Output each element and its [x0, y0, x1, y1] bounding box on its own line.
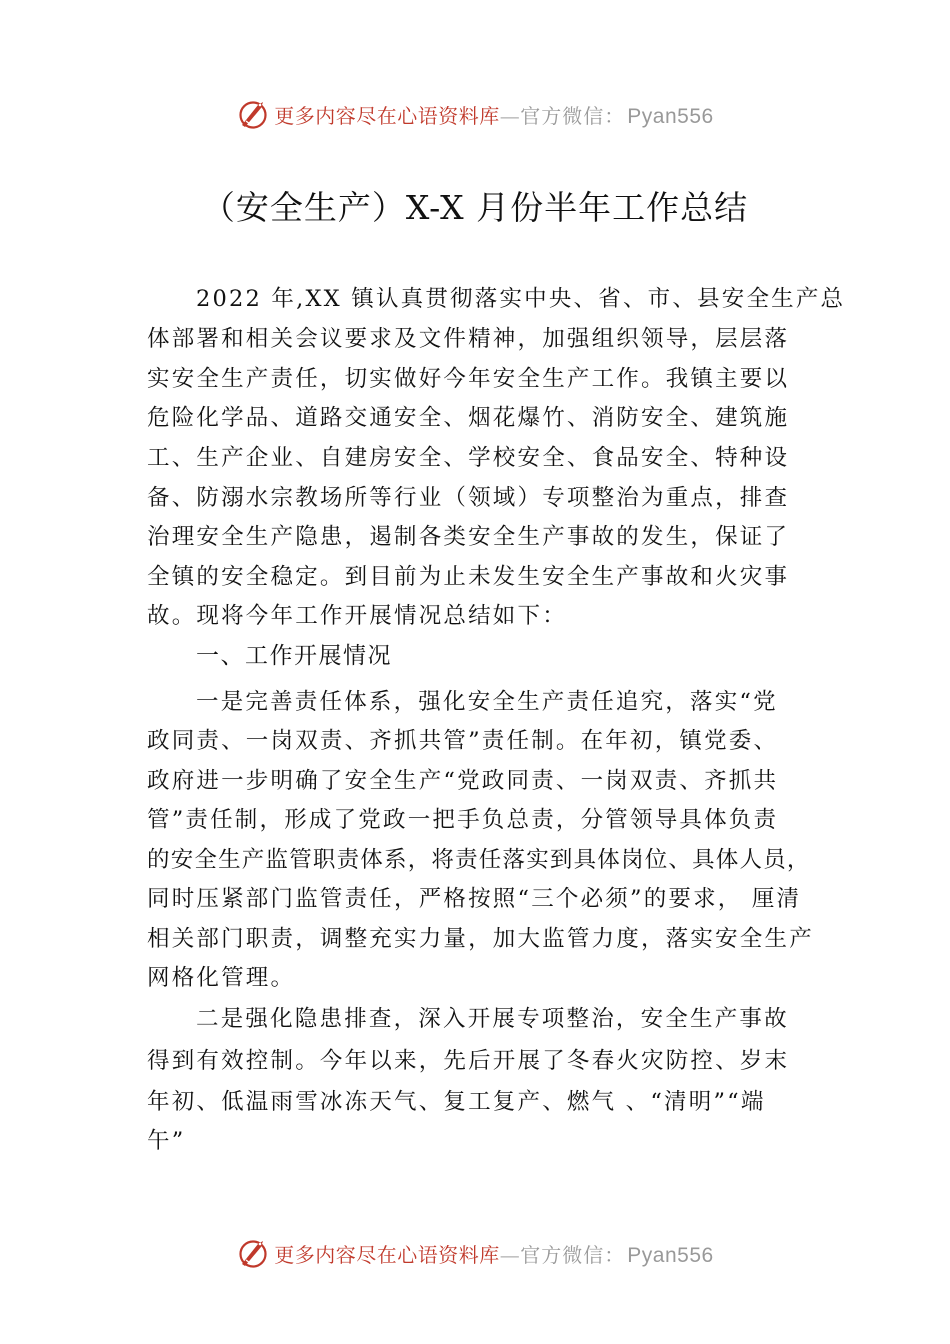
- intro-line: 全镇的安全稳定。到目前为止未发生安全生产事故和火灾事: [147, 564, 790, 590]
- watermark-banner-bottom: [0, 1233, 950, 1273]
- pen-nib-circle-icon: [236, 1236, 270, 1270]
- watermark-brand: 更多内容尽在心语资料库: [274, 103, 500, 128]
- intro-line: 体部署和相关会议要求及文件精神，加强组织领导，层层落: [147, 326, 790, 352]
- watermark-dash: —: [499, 103, 521, 128]
- intro-line: 治理安全生产隐患，遏制各类安全生产事故的发生，保证了: [147, 524, 790, 550]
- para1-line: 政同责、一岗双责、齐抓共管”责任制。在年初，镇党委、: [147, 728, 779, 754]
- intro-line: 工、生产企业、自建房安全、学校安全、食品安全、特种设: [147, 445, 790, 471]
- para1-line: 同时压紧部门监管责任，严格按照“三个必须”的要求， 厘清: [147, 886, 802, 912]
- section-heading: 一、工作开展情况: [196, 643, 392, 669]
- para1-line: 政府进一步明确了安全生产“党政同责、一岗双责、齐抓共: [147, 768, 779, 794]
- watermark-wechat-label: 官方微信：: [520, 1242, 626, 1267]
- document-title: （安全生产）X-X 月份半年工作总结: [201, 188, 749, 227]
- intro-line: 故。现将今年工作开展情况总结如下：: [147, 603, 567, 629]
- para2-line: 年初、低温雨雪冰冻天气、复工复产、燃气 、“清明”“端: [147, 1089, 766, 1115]
- para1-line: 的安全生产监管职责体系，将责任落实到具体岗位、具体人员，: [147, 847, 811, 873]
- para1-line: 网格化管理。: [147, 965, 296, 991]
- watermark-brand: 更多内容尽在心语资料库: [274, 1242, 500, 1267]
- intro-line: 2022 年,XX 镇认真贯彻落实中央、省、市、县安全生产总: [196, 286, 846, 312]
- para2-line: 二是强化隐患排查，深入开展专项整治，安全生产事故: [196, 1006, 789, 1032]
- watermark-wechat-label: 官方微信：: [520, 103, 626, 128]
- para1-line: 一是完善责任体系，强化安全生产责任追究，落实“党: [196, 689, 778, 715]
- watermark-wechat-id: Pyan556: [627, 104, 714, 128]
- intro-line: 危险化学品、道路交通安全、烟花爆竹、消防安全、建筑施: [147, 405, 790, 431]
- watermark-text: [274, 1239, 713, 1268]
- para1-line: 管”责任制，形成了党政一把手负总责，分管领导具体负责: [147, 807, 779, 833]
- intro-line: 实安全生产责任，切实做好今年安全生产工作。我镇主要以: [147, 366, 790, 392]
- watermark-wechat-id: Pyan556: [627, 1243, 714, 1267]
- para2-line: 午”: [147, 1128, 186, 1154]
- para1-line: 相关部门职责，调整充实力量，加大监管力度，落实安全生产: [147, 926, 814, 952]
- watermark-dash: —: [499, 1242, 521, 1267]
- para2-line: 得到有效控制。今年以来，先后开展了冬春火灾防控、岁末: [147, 1048, 790, 1074]
- intro-line: 备、防溺水宗教场所等行业（领域）专项整治为重点，排查: [147, 485, 790, 511]
